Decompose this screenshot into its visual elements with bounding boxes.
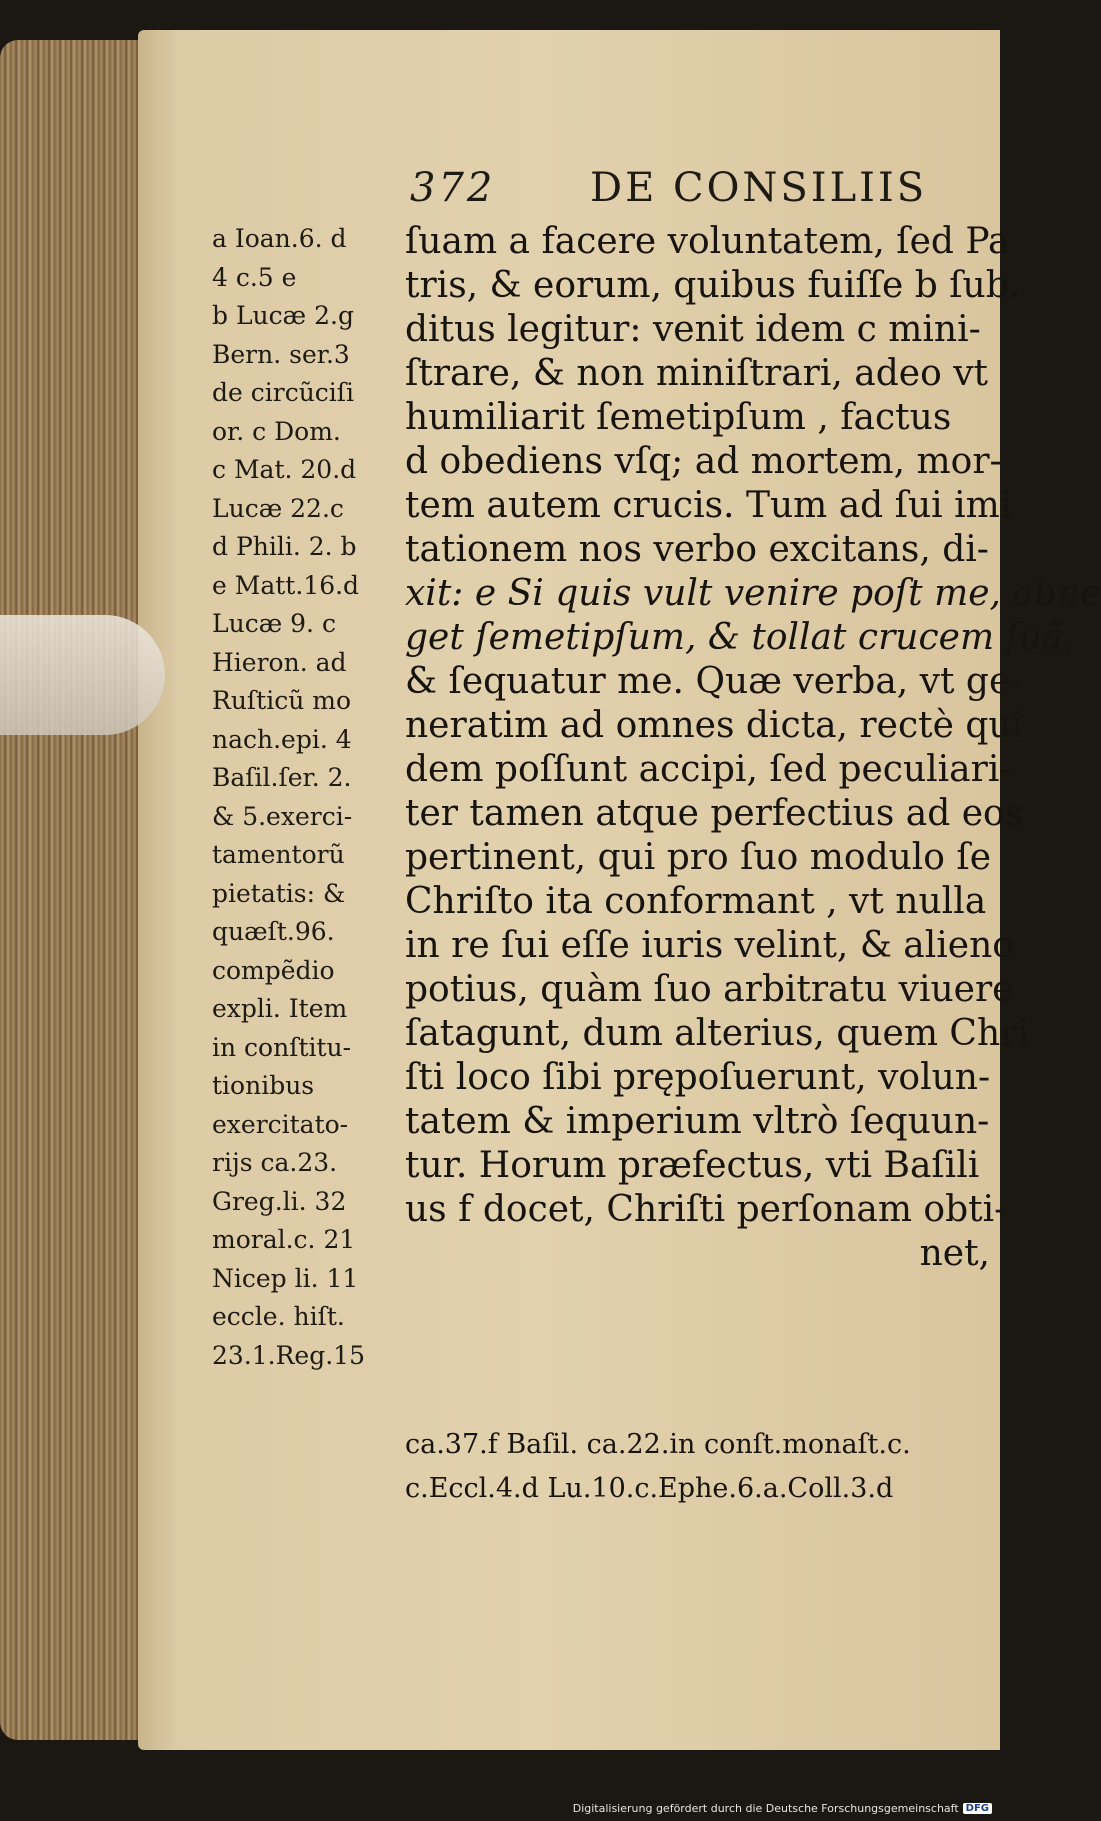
footnote-line: c.Eccl.4.d Lu.10.c.Ephe.6.a.Coll.3.d — [405, 1473, 894, 1504]
page-number: 372 — [410, 165, 496, 211]
margin-note-line: rijs ca.23. — [212, 1148, 338, 1177]
dfg-logo: DFG — [963, 1803, 992, 1814]
margin-note-line: or. c Dom. — [212, 416, 341, 446]
margin-note-line: tionibus — [212, 1071, 315, 1100]
text-line: ſatagunt, dum alterius, quem Chri — [405, 1013, 1029, 1054]
margin-note-line: Ruſticũ mo — [212, 686, 352, 715]
margin-note-line: Greg.li. 32 — [212, 1186, 347, 1216]
text-line: pertinent, qui pro ſuo modulo ſe — [405, 837, 992, 878]
margin-notes — [212, 220, 408, 1375]
text-line: get ſemetipſum, & tollat crucem ſuã, — [405, 617, 1075, 658]
margin-note-line: in conſtitu- — [212, 1032, 352, 1062]
margin-note-line: exercitato- — [212, 1109, 349, 1139]
book-page-edges — [0, 40, 140, 1740]
text-line: ter tamen atque perfectius ad eos — [405, 793, 1024, 834]
margin-note-line: 4 c.5 e — [212, 262, 297, 292]
margin-note-line: c Mat. 20.d — [212, 455, 357, 484]
text-line: tem autem crucis. Tum ad ſui imi — [405, 485, 1012, 526]
text-line: ditus legitur: venit idem c mini- — [405, 309, 981, 350]
running-head — [410, 165, 970, 225]
text-line: & ſequatur me. Quæ verba, vt ge- — [405, 661, 1023, 702]
margin-note-line: e Matt.16.d — [212, 570, 360, 600]
margin-note-line: Baſil.ſer. 2. — [212, 763, 352, 792]
margin-note-line: moral.c. 21 — [212, 1225, 356, 1254]
margin-note-line: tamentorũ — [212, 840, 345, 869]
margin-note-line: Lucæ 9. c — [212, 609, 336, 638]
margin-note-line: a Ioan.6. d — [212, 224, 347, 253]
text-line: ſti loco ſibi prępoſuerunt, volun- — [405, 1057, 991, 1098]
margin-note-line: Hieron. ad — [212, 647, 347, 677]
text-line: Chriſto ita conformant , vt nulla — [405, 881, 987, 922]
text-line: in re ſui eſſe iuris velint, & alieno — [405, 925, 1014, 966]
margin-note-line: quæſt.96. — [212, 917, 335, 946]
text-line: tur. Horum præfectus, vti Baſili — [405, 1145, 980, 1186]
margin-note-line: Nicep li. 11 — [212, 1263, 359, 1293]
text-line: tris, & eorum, quibus fuiſſe b ſub. — [405, 265, 1021, 306]
text-line: net, — [919, 1233, 990, 1274]
margin-note-line: pietatis: & — [212, 878, 346, 908]
margin-note-line: 23.1.Reg.15 — [212, 1340, 365, 1370]
text-line: xit: e Si quis vult venire poſt me, abne — [405, 573, 1101, 614]
margin-note-line: & 5.exerci- — [212, 801, 353, 831]
main-text — [405, 220, 1101, 1276]
margin-note-line: b Lucæ 2.g — [212, 301, 354, 330]
margin-note-line: eccle. hiſt. — [212, 1302, 345, 1331]
text-line: ſtrare, & non miniſtrari, adeo vt — [405, 353, 988, 394]
text-line: dem poſſunt accipi, ſed peculiari- — [405, 749, 1012, 790]
margin-note-line: d Phili. 2. b — [212, 532, 357, 561]
margin-note-line: nach.epi. 4 — [212, 724, 352, 754]
margin-note-line: Bern. ser.3 — [212, 339, 350, 369]
text-line: neratim ad omnes dicta, rectè qui — [405, 705, 1024, 746]
credit-text: Digitalisierung gefördert durch die Deutsche Forschungsgemeinschaft — [572, 1802, 959, 1815]
margin-note-line: compẽdio — [212, 955, 335, 985]
text-line: us f docet, Chriſti perſonam obti- — [405, 1189, 1007, 1230]
text-line: d obediens vſq; ad mortem, mor- — [405, 441, 1002, 482]
text-line: humiliarit ſemetipſum , factus — [405, 397, 952, 438]
footnote-block — [405, 1423, 990, 1511]
margin-note-line: expli. Item — [212, 994, 348, 1023]
text-line: tationem nos verbo excitans, di- — [405, 529, 989, 570]
margin-note-line: de circũciſi — [212, 378, 355, 407]
page-clip-marker — [0, 615, 165, 735]
margin-note-line: Lucæ 22.c — [212, 493, 344, 523]
running-title: DE CONSILIIS — [590, 165, 928, 211]
footnote-line: ca.37.f Baſil. ca.22.in conſt.monaſt.c. — [405, 1429, 911, 1460]
text-line: ſuam a facere voluntatem, ſed Pa — [405, 221, 1010, 262]
digitization-credit — [573, 1802, 992, 1815]
text-line: potius, quàm ſuo arbitratu viuere — [405, 969, 1014, 1010]
text-line: tatem & imperium vltrò ſequun- — [405, 1101, 990, 1142]
